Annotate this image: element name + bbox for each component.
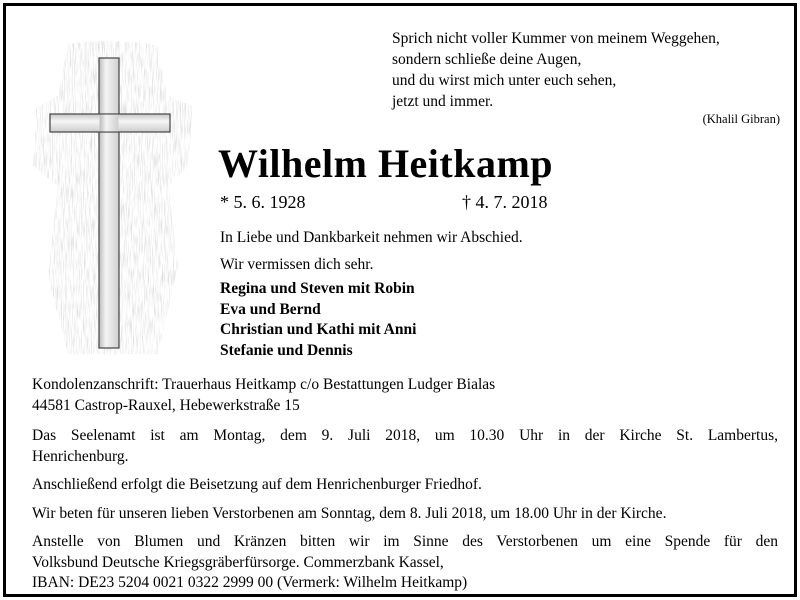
prayer-notice [32, 504, 778, 525]
poem-line: sondern schließe deine Augen, [392, 51, 582, 68]
requiem-line: Henrichenburg. [32, 447, 129, 465]
poem-attribution: (Khalil Gibran) [702, 112, 780, 126]
donation-line: Anstelle von Blumen und Kränzen bitten wir im Sinne des Verstorbenen um eine Spende für den [32, 533, 778, 550]
address-line: Kondolenzanschrift: Trauerhaus Heitkamp c/o Bestattungen Ludger Bialas [32, 376, 496, 393]
cross-icon [28, 36, 198, 358]
family-member: Eva und Bernd [220, 300, 321, 318]
service-notices [32, 426, 778, 594]
farewell-text [220, 224, 523, 278]
requiem-line: Das Seelenamt ist am Montag, dem 9. Juli 2018, um 10.30 Uhr in der Kirche St. Lambertus, [32, 427, 778, 444]
requiem-notice [32, 426, 778, 467]
poem-line: jetzt und immer. [392, 93, 494, 110]
family-member: Regina und Steven mit Robin [220, 280, 415, 297]
donation-line: IBAN: DE23 5204 0021 0322 2999 00 (Vermerk: Wilhelm Heitkamp) [32, 574, 468, 591]
birth-date: * 5. 6. 1928 [220, 192, 306, 212]
poem [392, 28, 720, 112]
burial-notice [32, 475, 778, 496]
burial-line: Anschließend erfolgt die Beisetzung auf dem Henrichenburger Friedhof. [32, 476, 482, 493]
farewell-line: In Liebe und Dankbarkeit nehmen wir Abschied. [220, 229, 523, 246]
poem-line: und du wirst mich unter euch sehen, [392, 72, 617, 89]
donation-notice [32, 532, 778, 594]
farewell-line: Wir vermissen dich sehr. [220, 256, 374, 273]
poem-line: Sprich nicht voller Kummer von meinem Weggehen, [392, 30, 720, 47]
condolence-address [32, 374, 495, 416]
death-date: † 4. 7. 2018 [462, 192, 548, 212]
family-member: Christian und Kathi mit Anni [220, 321, 417, 338]
obituary-notice [3, 3, 797, 597]
family-list [220, 279, 416, 361]
prayer-line: Wir beten für unseren lieben Verstorbenen am Sonntag, dem 8. Juli 2018, um 18.00 Uhr in der Kirche. [32, 504, 667, 522]
address-line: 44581 Castrop-Rauxel, Hebewerkstraße 15 [32, 397, 300, 414]
deceased-name: Wilhelm Heitkamp [218, 141, 554, 186]
donation-line: Volksbund Deutsche Kriegsgräberfürsorge. Commerzbank Kassel, [32, 553, 444, 571]
family-member: Stefanie und Dennis [220, 341, 353, 359]
